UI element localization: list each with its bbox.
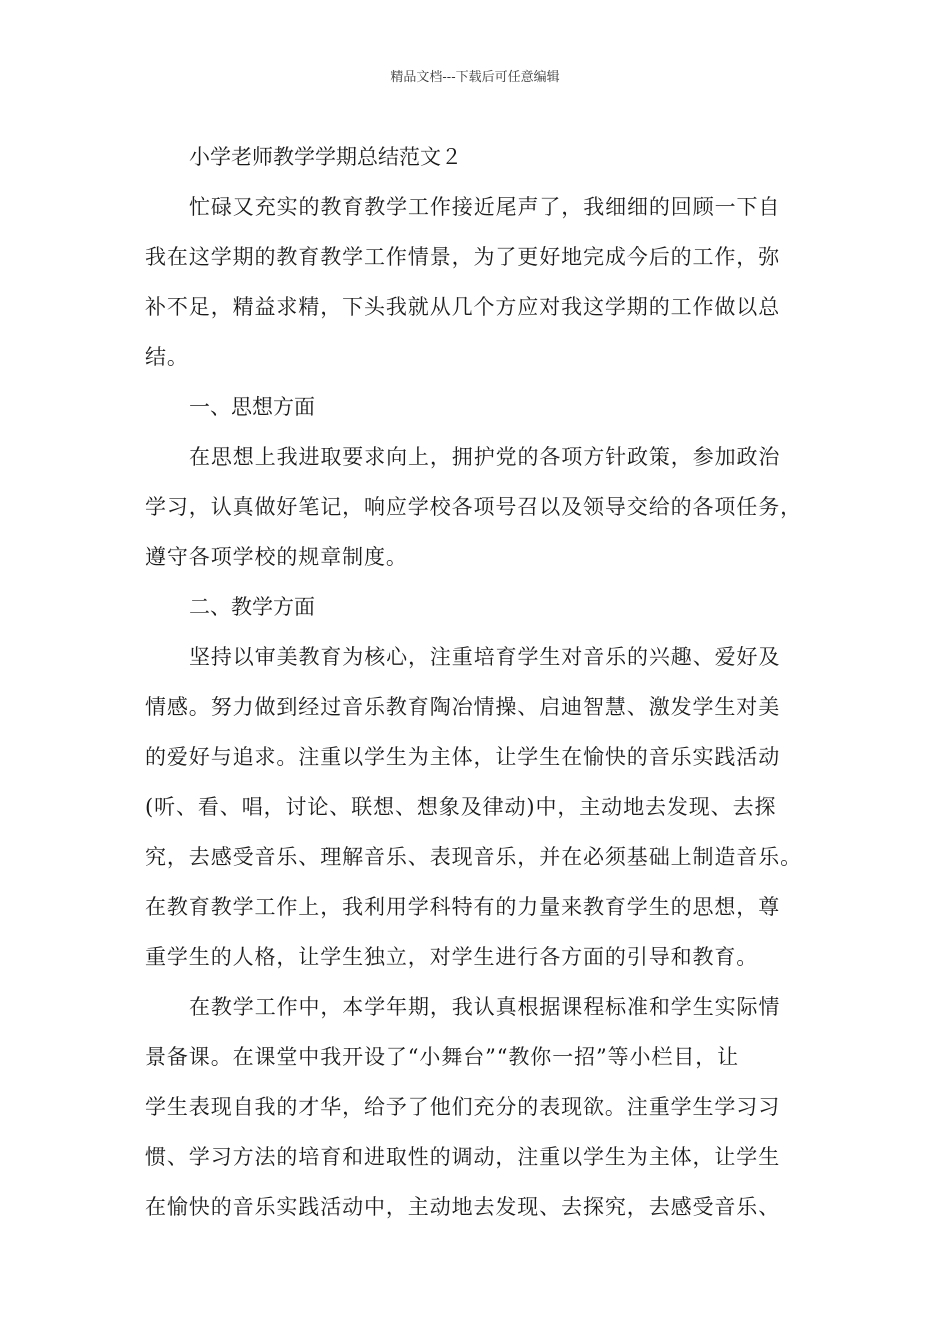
- document-body: [145, 132, 810, 1232]
- text-line: 惯、学习方法的培育和进取性的调动，注重以学生为主体，让学生: [145, 1145, 781, 1169]
- section-heading-thought: 一、思想方面: [189, 395, 315, 419]
- text-line: 忙碌又充实的教育教学工作接近尾声了，我细细的回顾一下自: [189, 195, 781, 219]
- text-line: 我在这学期的教育教学工作情景，为了更好地完成今后的工作，弥: [145, 245, 781, 269]
- text-line: 景备课。在课堂中我开设了“小舞台”“教你一招”等小栏目，让: [145, 1045, 740, 1069]
- text-line: 学习，认真做好笔记，响应学校各项号召以及领导交给的各项任务，: [145, 495, 802, 519]
- document-title: 小学老师教学学期总结范文２: [189, 145, 462, 169]
- text-line: 的爱好与追求。注重以学生为主体，让学生在愉快的音乐实践活动: [145, 745, 781, 769]
- text-line: 补不足，精益求精，下头我就从几个方应对我这学期的工作做以总: [145, 295, 781, 319]
- text-line: 在教育教学工作上，我利用学科特有的力量来教育学生的思想，尊: [145, 895, 781, 919]
- text-line: 在愉快的音乐实践活动中，主动地去发现、去探究，去感受音乐、: [145, 1195, 781, 1219]
- section-heading-teaching: 二、教学方面: [189, 595, 315, 619]
- intro-paragraph: [145, 182, 810, 382]
- teaching-paragraph-2: [145, 982, 810, 1232]
- text-line: 情感。努力做到经过音乐教育陶冶情操、启迪智慧、激发学生对美: [145, 695, 781, 719]
- text-line: 在教学工作中，本学年期，我认真根据课程标准和学生实际情: [189, 995, 781, 1019]
- teaching-paragraph-1: [145, 632, 810, 982]
- text-line: 坚持以审美教育为核心，注重培育学生对音乐的兴趣、爱好及: [189, 645, 781, 669]
- thought-paragraph: [145, 432, 810, 582]
- page-header: 精品文档---下载后可任意编辑: [390, 70, 560, 85]
- text-line: 学生表现自我的才华，给予了他们充分的表现欲。注重学生学习习: [145, 1095, 781, 1119]
- text-line: 结。: [145, 345, 189, 369]
- text-line: 在思想上我进取要求向上，拥护党的各项方针政策，参加政治: [189, 445, 781, 469]
- text-line: 遵守各项学校的规章制度。: [145, 545, 408, 569]
- text-line: (听、看、唱，讨论、联想、想象及律动)中，主动地去发现、去探: [145, 795, 777, 819]
- text-line: 究，去感受音乐、理解音乐、表现音乐，并在必须基础上制造音乐。: [145, 845, 802, 869]
- text-line: 重学生的人格，让学生独立，对学生进行各方面的引导和教育。: [145, 945, 759, 969]
